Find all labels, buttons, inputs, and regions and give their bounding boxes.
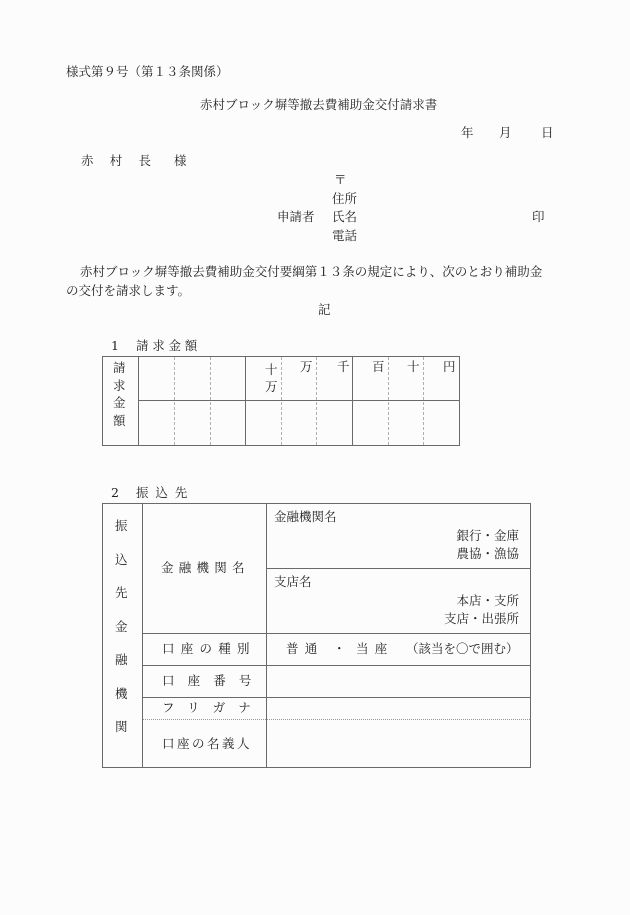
branch-name-field[interactable] — [267, 569, 530, 633]
account-number-field[interactable] — [267, 666, 530, 697]
transfer-side-label — [115, 520, 128, 734]
account-holder-field[interactable] — [267, 720, 530, 767]
branch-label: 支店名 — [274, 574, 312, 589]
branch-types-2: 支店・出張所 — [443, 611, 519, 626]
unit-en: 円 — [443, 359, 456, 374]
side-label-char: 先 — [115, 585, 128, 600]
side-label-char: 機 — [115, 685, 128, 701]
address-label: 住所 — [332, 191, 358, 206]
furigana-field[interactable] — [267, 698, 530, 719]
amount-label-char: 金 — [113, 395, 126, 410]
phone-label: 電話 — [332, 228, 358, 243]
amount-label-char: 求 — [113, 377, 126, 393]
section1-number: 1 — [111, 338, 119, 353]
document-title: 赤村ブロック塀等撤去費補助金交付請求書 — [200, 97, 438, 112]
side-label-char: 関 — [115, 719, 128, 734]
unit-hyaku: 百 — [372, 359, 385, 374]
postal-mark: 〒 — [334, 172, 347, 187]
bank-types-1: 銀行・金庫 — [456, 528, 519, 543]
amount-label-char: 額 — [113, 412, 126, 428]
section2-heading: 振込先 — [136, 485, 195, 500]
bank-name-field[interactable] — [267, 504, 530, 568]
side-label-char: 振 — [115, 518, 128, 533]
account-type-ordinary[interactable]: 普通 — [286, 641, 324, 656]
ki-mark: 記 — [318, 302, 331, 317]
form-number: 様式第９号（第１３条関係） — [66, 64, 229, 79]
section2-number: 2 — [111, 485, 119, 500]
account-type-current[interactable]: 当座 — [356, 641, 394, 656]
section1-heading: 請求金額 — [136, 338, 202, 353]
branch-types-1: 本店・支所 — [456, 593, 519, 608]
addressee-honorific: 様 — [174, 153, 187, 168]
date-month-label: 月 — [499, 125, 512, 140]
addressee: 赤 村 長 — [81, 153, 153, 168]
account-holder-label: 口座の名義人 — [162, 736, 253, 751]
unit-juu: 十 — [407, 359, 420, 374]
account-type-note: （該当を〇で囲む） — [406, 641, 519, 656]
applicant-label: 申請者 — [277, 209, 315, 224]
amount-row-label — [113, 362, 126, 427]
seal-mark: 印 — [532, 209, 545, 224]
account-number-label: 口座番号 — [162, 673, 265, 688]
account-type-label: 口座の種別 — [162, 641, 256, 656]
date-day-label: 日 — [541, 125, 554, 140]
side-label-char: 融 — [115, 652, 128, 667]
body-text-line2: の交付を請求します。 — [66, 283, 191, 298]
unit-man: 万 — [300, 359, 313, 374]
unit-jumman: 十万 — [265, 362, 278, 394]
body-text-line1: 赤村ブロック塀等撤去費補助金交付要綱第１３条の規定により、次のとおり補助金 — [80, 264, 543, 279]
furigana-label: フリガナ — [162, 700, 264, 715]
bank-row-label: 金融機関名 — [161, 560, 250, 575]
unit-sen: 千 — [337, 359, 350, 374]
amount-input-cells[interactable] — [139, 401, 459, 445]
account-type-separator: ・ — [333, 641, 346, 656]
bank-name-label: 金融機関名 — [274, 509, 337, 524]
date-year-label: 年 — [461, 125, 474, 140]
bank-types-2: 農協・漁協 — [456, 546, 519, 561]
name-label: 氏名 — [332, 209, 358, 224]
side-label-char: 金 — [115, 618, 128, 634]
amount-label-char: 請 — [113, 360, 126, 375]
side-label-char: 込 — [115, 551, 128, 567]
